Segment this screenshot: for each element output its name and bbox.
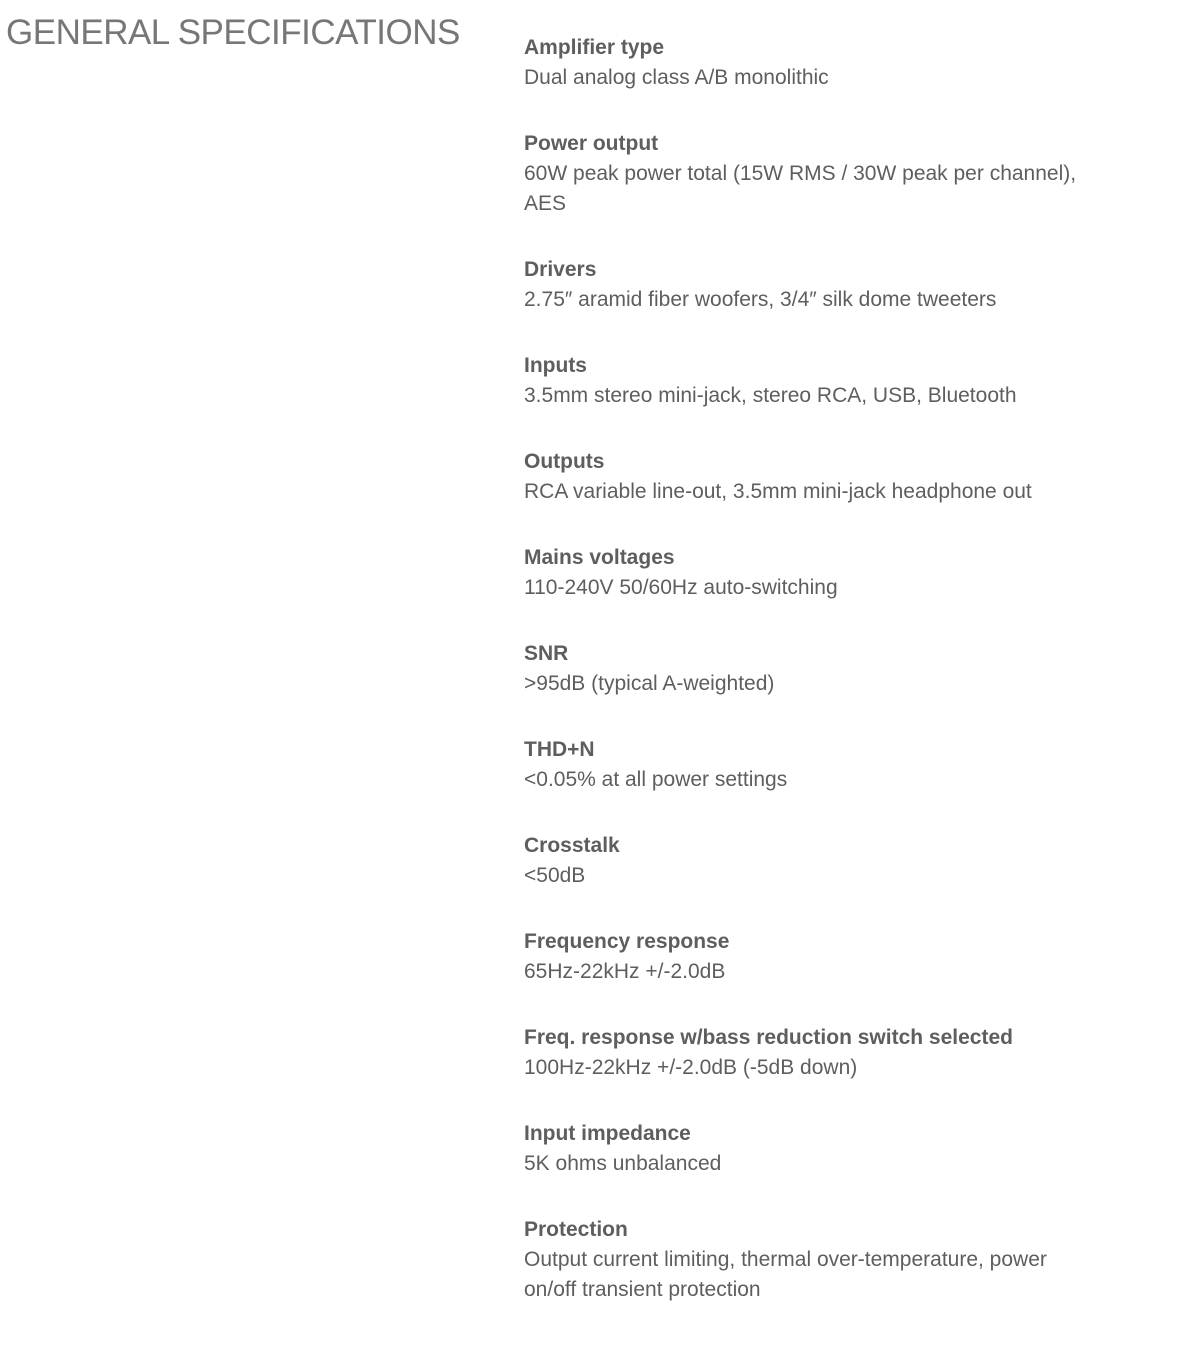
spec-item-inputs <box>524 351 1124 411</box>
spec-value: >95dB (typical A-weighted) <box>524 672 775 695</box>
spec-value-continued: on/off transient protection <box>524 1278 761 1301</box>
spec-value: 100Hz-22kHz +/-2.0dB (-5dB down) <box>524 1056 858 1079</box>
spec-item-crosstalk <box>524 831 1124 891</box>
spec-label: THD+N <box>524 738 595 761</box>
spec-value: RCA variable line-out, 3.5mm mini-jack headphone out <box>524 480 1032 503</box>
spec-label: Power output <box>524 132 659 155</box>
spec-value: <0.05% at all power settings <box>524 768 788 791</box>
spec-value: 2.75″ aramid fiber woofers, 3/4″ silk dome tweeters <box>524 288 997 311</box>
spec-label: Inputs <box>524 354 587 377</box>
spec-value: 110-240V 50/60Hz auto-switching <box>524 576 838 599</box>
spec-label: Outputs <box>524 450 605 473</box>
spec-label: Protection <box>524 1218 628 1241</box>
spec-item-input-impedance <box>524 1119 1124 1179</box>
spec-item-mains-voltages <box>524 543 1124 603</box>
spec-value: 60W peak power total (15W RMS / 30W peak per channel), <box>524 162 1077 185</box>
spec-item-thd-n <box>524 735 1124 795</box>
spec-item-snr <box>524 639 1124 699</box>
spec-item-amplifier-type <box>524 33 1124 93</box>
spec-value: 5K ohms unbalanced <box>524 1152 722 1175</box>
spec-label: Input impedance <box>524 1122 691 1145</box>
spec-list <box>524 33 1124 1341</box>
spec-label: Frequency response <box>524 930 730 953</box>
spec-value: 65Hz-22kHz +/-2.0dB <box>524 960 726 983</box>
spec-item-frequency-response <box>524 927 1124 987</box>
spec-value: 3.5mm stereo mini-jack, stereo RCA, USB, Bluetooth <box>524 384 1017 407</box>
spec-item-protection <box>524 1215 1124 1305</box>
spec-label: SNR <box>524 642 569 665</box>
spec-label: Amplifier type <box>524 36 665 59</box>
spec-value: Dual analog class A/B monolithic <box>524 66 829 89</box>
spec-item-power-output <box>524 129 1124 219</box>
section-title: GENERAL SPECIFICATIONS <box>6 13 460 52</box>
spec-label: Crosstalk <box>524 834 620 857</box>
spec-value: Output current limiting, thermal over-temperature, power <box>524 1248 1047 1271</box>
spec-label: Drivers <box>524 258 597 281</box>
spec-item-drivers <box>524 255 1124 315</box>
spec-item-outputs <box>524 447 1124 507</box>
spec-item-freq-response-bass-reduction <box>524 1023 1124 1083</box>
spec-label: Mains voltages <box>524 546 675 569</box>
spec-label: Freq. response w/bass reduction switch selected <box>524 1026 1013 1049</box>
spec-value-continued: AES <box>524 192 567 215</box>
spec-value: <50dB <box>524 864 586 887</box>
